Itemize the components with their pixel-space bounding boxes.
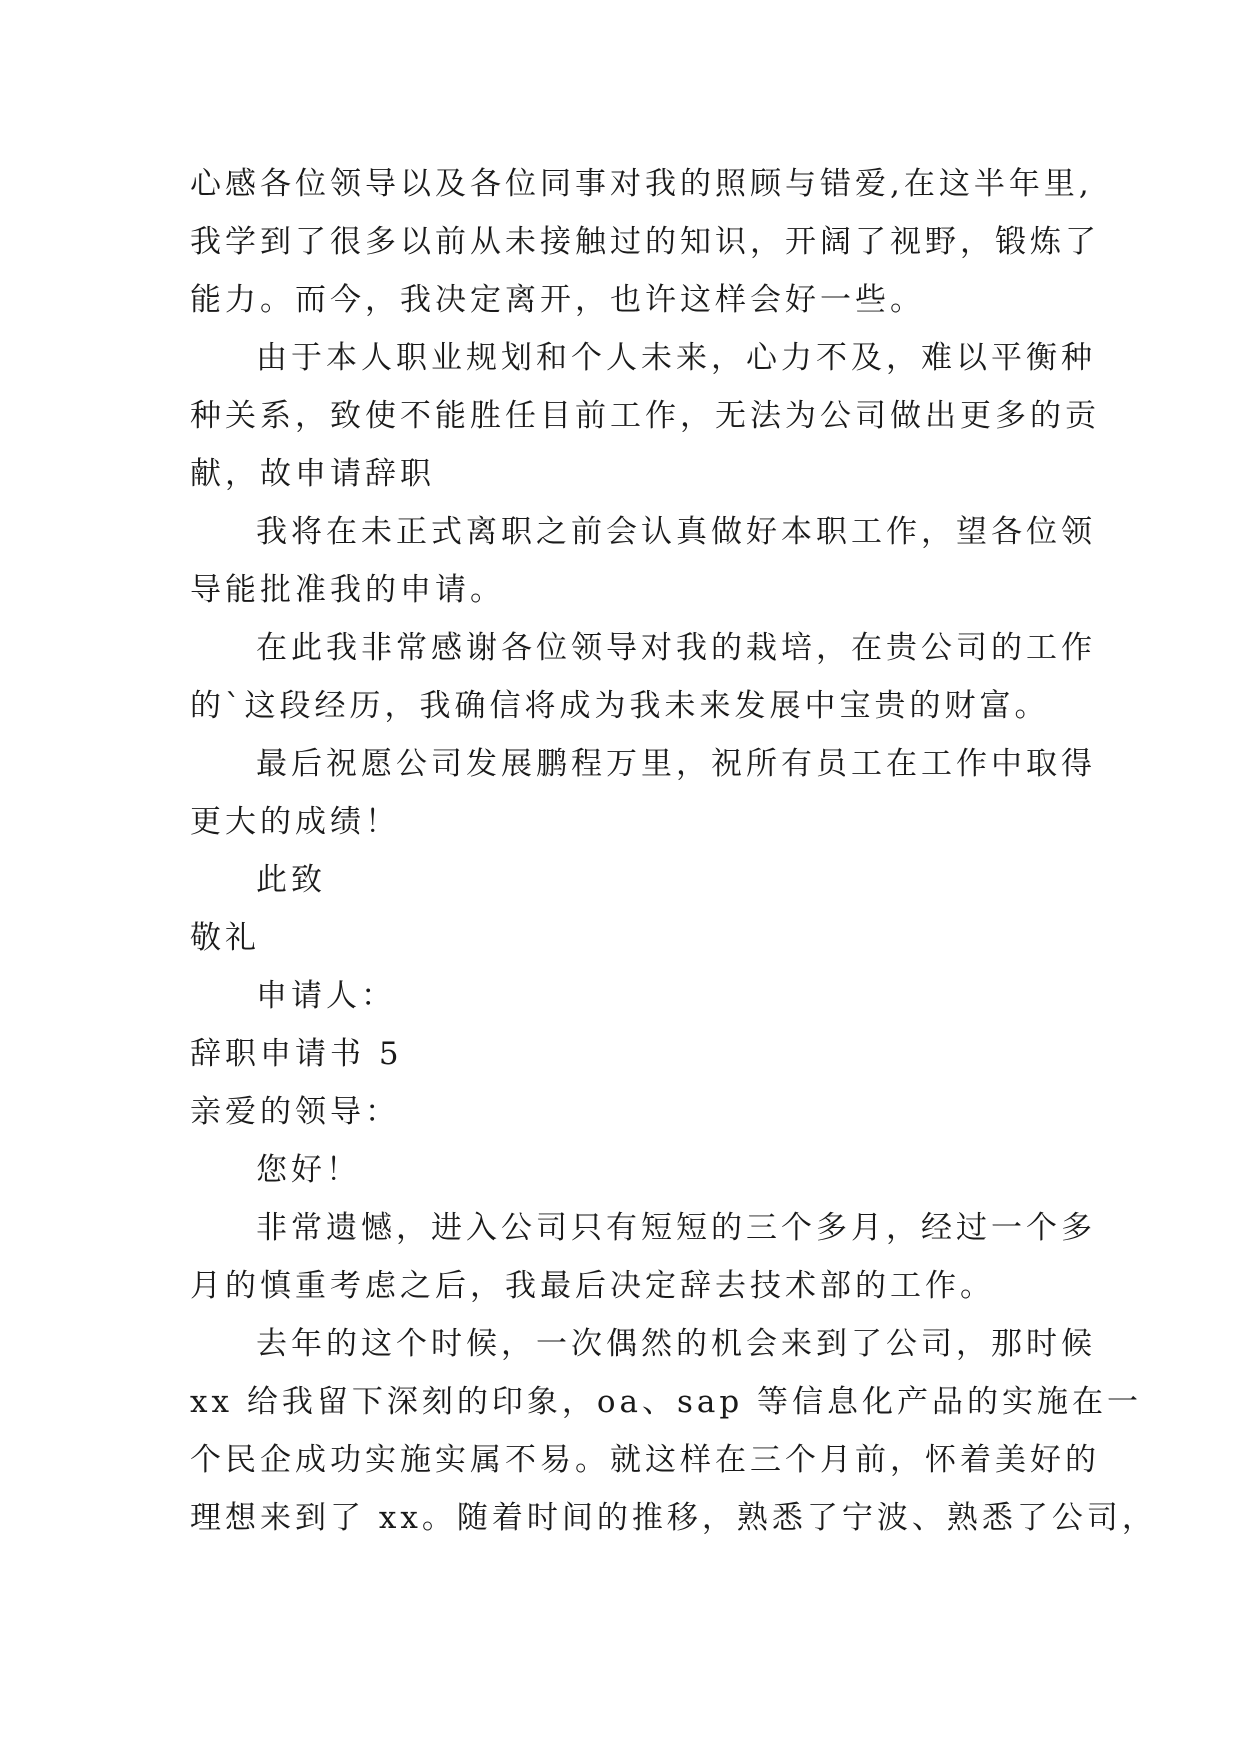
document-body	[190, 155, 1157, 1547]
text-line: 理想来到了 xx。随着时间的推移，熟悉了宁波、熟悉了公司，	[190, 1500, 1157, 1536]
text-line: 能力。而今，我决定离开，也许这样会好一些。	[190, 282, 925, 318]
text-line: 献，故申请辞职	[190, 456, 435, 492]
applicant-label: 申请人：	[256, 978, 396, 1014]
text-line: 非常遗憾，进入公司只有短短的三个多月，经过一个多	[256, 1210, 1096, 1246]
salutation: 亲爱的领导：	[190, 1094, 400, 1130]
text-line: xx 给我留下深刻的印象，oa、sap 等信息化产品的实施在一	[190, 1384, 1143, 1420]
section-heading: 辞职申请书 5	[190, 1036, 403, 1072]
text-line: 种关系，致使不能胜任目前工作，无法为公司做出更多的贡	[190, 398, 1100, 434]
text-line: 月的慎重考虑之后，我最后决定辞去技术部的工作。	[190, 1268, 995, 1304]
text-line: 去年的这个时候，一次偶然的机会来到了公司，那时候	[256, 1326, 1096, 1362]
greeting: 您好！	[256, 1152, 361, 1188]
closing-salutation: 此致	[256, 862, 326, 898]
text-line: 的`这段经历，我确信将成为我未来发展中宝贵的财富。	[190, 688, 1050, 724]
closing-regards: 敬礼	[190, 920, 260, 956]
text-line: 心感各位领导以及各位同事对我的照顾与错爱,在这半年里,	[190, 166, 1093, 202]
text-line: 我学到了很多以前从未接触过的知识，开阔了视野，锻炼了	[190, 224, 1100, 260]
text-line: 个民企成功实施实属不易。就这样在三个月前，怀着美好的	[190, 1442, 1100, 1478]
text-line: 在此我非常感谢各位领导对我的栽培，在贵公司的工作	[256, 630, 1096, 666]
text-line: 由于本人职业规划和个人未来，心力不及，难以平衡种	[256, 340, 1096, 376]
text-line: 更大的成绩！	[190, 804, 400, 840]
text-line: 我将在未正式离职之前会认真做好本职工作，望各位领	[256, 514, 1096, 550]
text-line: 导能批准我的申请。	[190, 572, 505, 608]
text-line: 最后祝愿公司发展鹏程万里，祝所有员工在工作中取得	[256, 746, 1096, 782]
